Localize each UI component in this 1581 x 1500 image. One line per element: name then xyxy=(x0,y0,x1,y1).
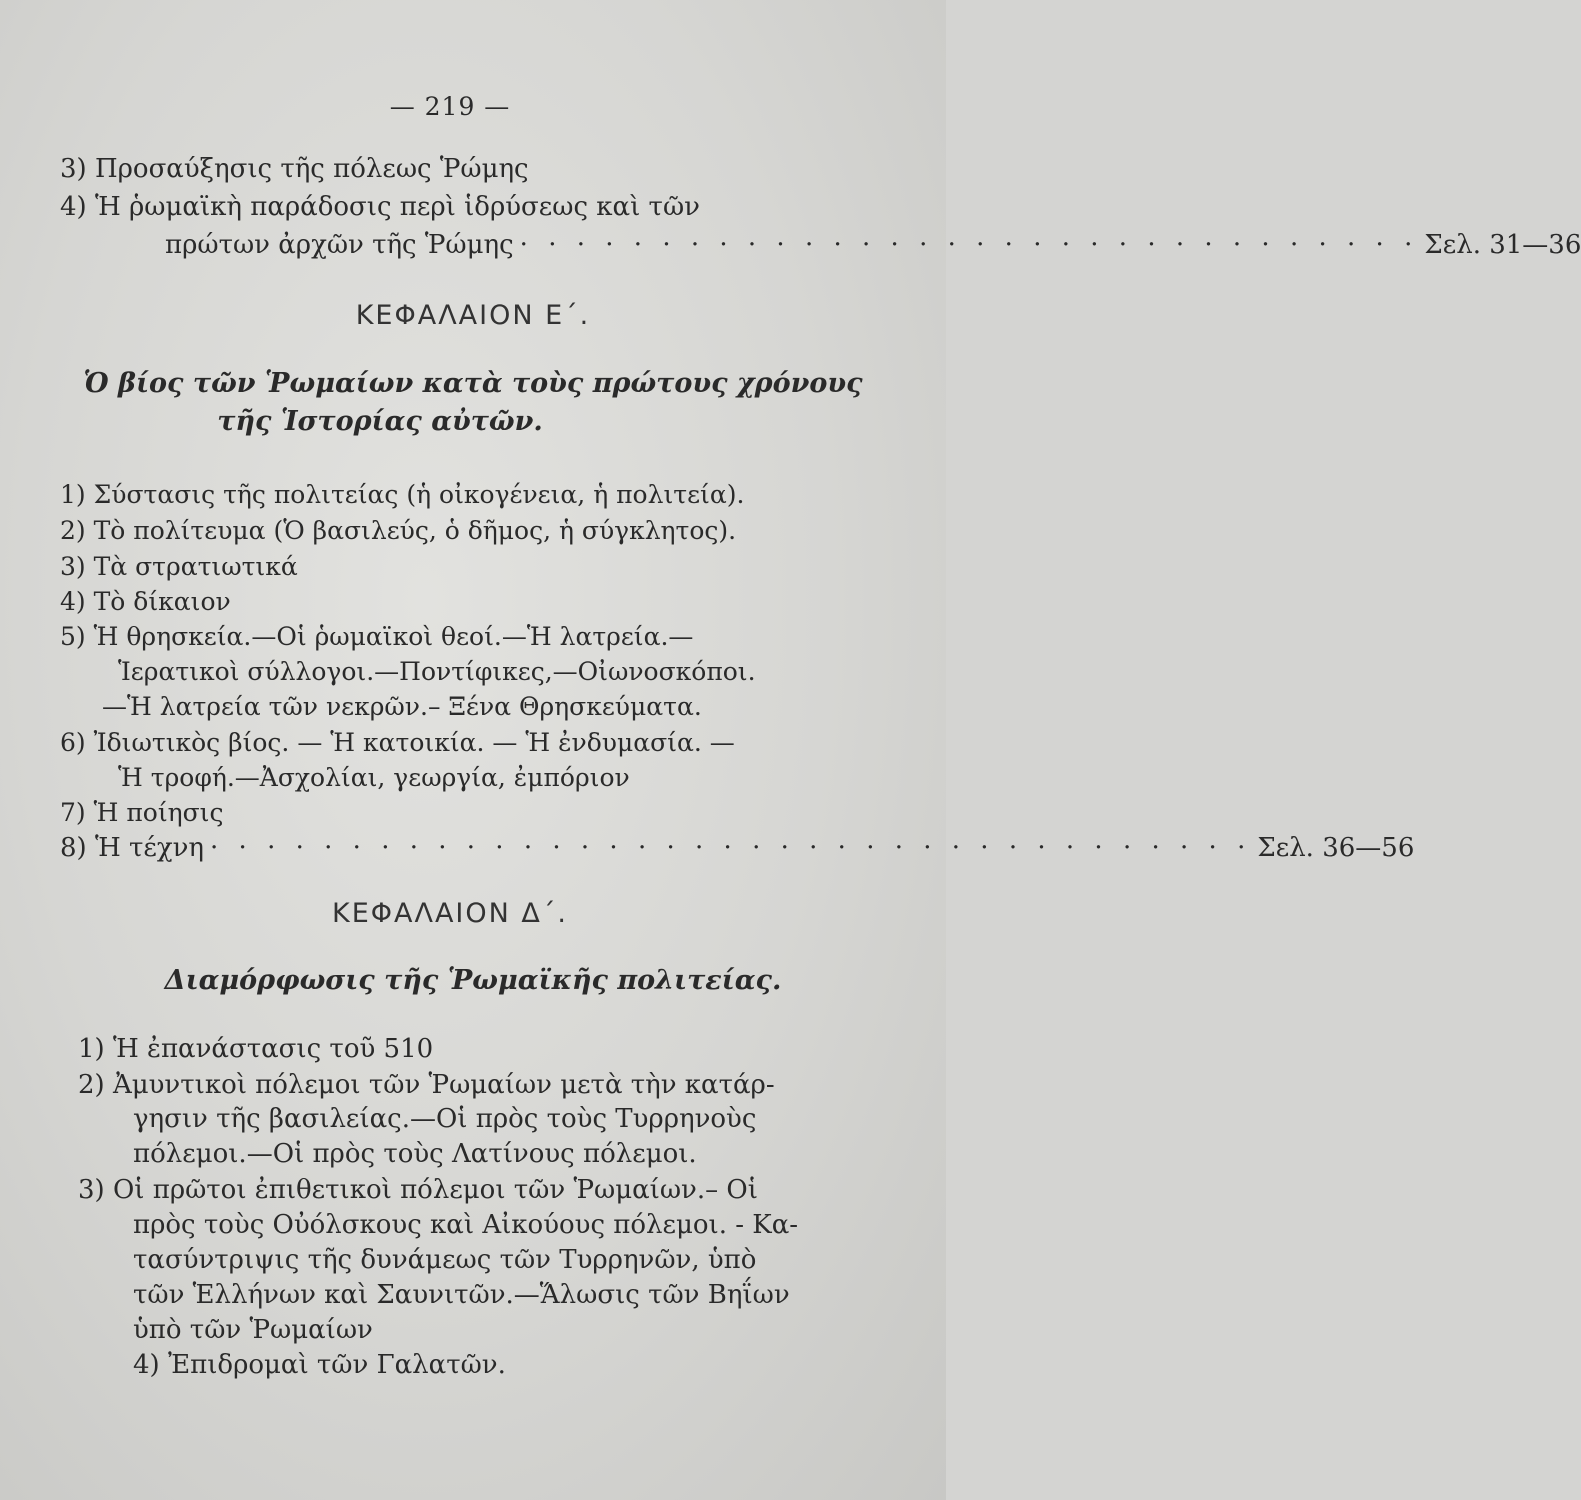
chapter-heading: ΚΕΦΑΛΑΙΟΝ Δ΄. xyxy=(332,898,568,929)
page-reference: Σελ. 36—56 xyxy=(1257,833,1415,863)
toc-item: 1) Ἡ ἐπανάστασις τοῦ 510 xyxy=(78,1034,434,1064)
toc-item: τῶν Ἑλλήνων καὶ Σαυνιτῶν.—Ἅλωσις τῶν Βηΐων xyxy=(133,1280,790,1310)
toc-item: 7) Ἡ ποίησις xyxy=(60,798,224,827)
toc-item: 3) Οἱ πρῶτοι ἐπιθετικοὶ πόλεμοι τῶν Ῥωμαίων.– Οἱ xyxy=(78,1175,758,1205)
toc-item: γησιν τῆς βασιλείας.—Οἱ πρὸς τοὺς Τυρρηνοὺς xyxy=(133,1104,757,1134)
toc-item: τασύντριψις τῆς δυνάμεως τῶν Τυρρηνῶν, ὑπὸ xyxy=(133,1245,757,1275)
toc-item: 6) Ἰδιωτικὸς βίος. — Ἡ κατοικία. — Ἡ ἐνδυμασία. — xyxy=(60,728,735,757)
toc-item: ὑπὸ τῶν Ῥωμαίων xyxy=(133,1315,373,1345)
toc-item: πρὸς τοὺς Οὐόλσκους καὶ Αἰκούους πόλεμοι. - Κα- xyxy=(133,1210,799,1240)
chapter-title: τῆς Ἱστορίας αὐτῶν. xyxy=(217,406,543,437)
toc-item: 2) Τὸ πολίτευμα (Ὁ βασιλεύς, ὁ δῆμος, ἡ σύγκλητος). xyxy=(60,516,737,545)
toc-item: 3) Προσαύξησις τῆς πόλεως Ῥώμης xyxy=(60,154,529,184)
leader-dots: · · · · · · · · · · · · · · · · · · · · · · · · · · · · · · · · · · · · · xyxy=(210,833,1252,863)
chapter-title: Διαμόρφωσις τῆς Ῥωμαϊκῆς πολιτείας. xyxy=(164,965,782,996)
toc-entry-with-page xyxy=(60,831,1415,865)
toc-item: Ἡ τροφή.—Ἀσχολίαι, γεωργία, ἐμπόριον xyxy=(118,763,630,792)
toc-item: 5) Ἡ θρησκεία.—Οἱ ῥωμαϊκοὶ θεοί.—Ἡ λατρεία.— xyxy=(60,622,694,651)
toc-item: —Ἡ λατρεία τῶν νεκρῶν.– Ξένα Θρησκεύματα. xyxy=(102,692,702,721)
toc-item: 4) Ἐπιδρομαὶ τῶν Γαλατῶν. xyxy=(133,1350,506,1380)
toc-item: 3) Τὰ στρατιωτικά xyxy=(60,552,298,581)
toc-item: πόλεμοι.—Οἱ πρὸς τοὺς Λατίνους πόλεμοι. xyxy=(133,1139,697,1169)
leader-dots: · · · · · · · · · · · · · · · · · · · · · · · · · · · · · · · · xyxy=(519,230,1419,260)
toc-item: 2) Ἀμυντικοὶ πόλεμοι τῶν Ῥωμαίων μετὰ τὴν κατάρ- xyxy=(78,1070,775,1100)
chapter-heading: ΚΕΦΑΛΑΙΟΝ Ε΄. xyxy=(355,300,591,331)
toc-item: 1) Σύστασις τῆς πολιτείας (ἡ οἰκογένεια, ἡ πολιτεία). xyxy=(60,480,745,509)
toc-item: Ἱερατικοὶ σύλλογοι.—Ποντίφικες,—Οἰωνοσκόποι. xyxy=(118,657,756,686)
toc-item: 8) Ἡ τέχνη xyxy=(60,833,205,863)
toc-item: 4) Τὸ δίκαιον xyxy=(60,587,231,616)
page-reference: Σελ. 31—36 xyxy=(1424,230,1581,260)
chapter-title: Ὁ βίος τῶν Ῥωμαίων κατὰ τοὺς πρώτους χρόνους xyxy=(83,368,863,399)
toc-item: πρώτων ἀρχῶν τῆς Ῥώμης xyxy=(165,230,514,260)
toc-item: 4) Ἡ ῥωμαϊκὴ παράδοσις περὶ ἱδρύσεως καὶ τῶν xyxy=(60,192,700,222)
page-number: — 219 — xyxy=(389,92,511,121)
toc-entry-with-page xyxy=(165,228,1581,262)
